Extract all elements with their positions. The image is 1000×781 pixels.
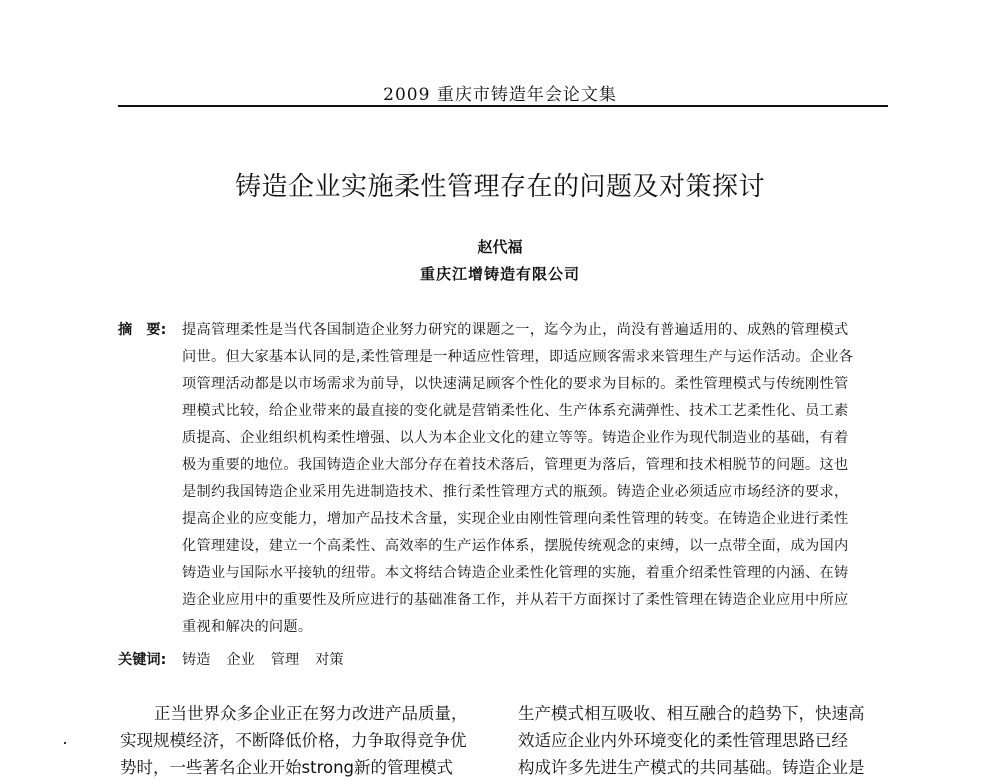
running-head: 2009 重庆市铸造年会论文集: [383, 85, 617, 105]
abstract-row: [118, 587, 898, 614]
abstract-row: [118, 614, 898, 641]
abstract-row: [118, 371, 898, 398]
body-line: 正当世界众多企业正在努力改进产品质量，: [154, 704, 468, 723]
abstract-line: 提高管理柔性是当代各国制造企业努力研究的课题之一，迄今为止，尚没有普遍适用的、成熟的管理模式: [182, 322, 849, 338]
keyword: 管理: [270, 652, 300, 668]
scan-speck: [64, 742, 66, 744]
abstract-row: [118, 533, 898, 560]
abstract-row: [118, 398, 898, 425]
keywords-label: 关键词:: [118, 652, 167, 668]
keywords: [118, 650, 360, 670]
abstract-line: 化管理建设，建立一个高柔性、高效率的生产运作体系，摆脱传统观念的束缚，以一点带全面，成为国内: [182, 538, 849, 554]
abstract-row: [118, 506, 898, 533]
abstract-line: 理模式比较，给企业带来的最直接的变化就是营销柔性化、生产体系充满弹性、技术工艺柔性化、员工素: [182, 403, 849, 419]
abstract-row: [118, 479, 898, 506]
abstract-line: 是制约我国铸造企业采用先进制造技术、推行柔性管理方式的瓶颈。铸造企业必须适应市场经济的要求，: [182, 484, 849, 500]
author: 赵代福: [477, 238, 523, 256]
body-line: 效适应企业内外环境变化的柔性管理思路已经: [518, 731, 848, 750]
abstract-line: 提高企业的应变能力，增加产品技术含量，实现企业由刚性管理向柔性管理的转变。在铸造企业进行柔性: [182, 511, 849, 527]
abstract-line: 铸造业与国际水平接轨的纽带。本文将结合铸造企业柔性化管理的实施，着重介绍柔性管理的内涵、在铸: [182, 565, 849, 581]
abstract-row: [118, 317, 898, 344]
paper-title: 铸造企业实施柔性管理存在的问题及对策探讨: [234, 172, 765, 202]
abstract-line: 重视和解决的问题。: [182, 619, 313, 635]
body-column-right: [518, 700, 898, 781]
keyword: 企业: [226, 652, 255, 668]
abstract-line: 极为重要的地位。我国铸造企业大部分存在着技术落后，管理更为落后，管理和技术相脱节的问题。这也: [182, 457, 849, 473]
body-line: 生产模式相互吸收、相互融合的趋势下，快速高: [518, 704, 865, 723]
abstract: [118, 317, 898, 641]
affiliation: 重庆江增铸造有限公司: [419, 265, 580, 283]
keyword: 对策: [315, 652, 344, 668]
abstract-row: [118, 452, 898, 479]
abstract-line: 质提高、企业组织机构柔性增强、以人为本企业文化的建立等等。铸造企业作为现代制造业的基础，有着: [182, 430, 849, 446]
abstract-line: 项管理活动都是以市场需求为前导，以快速满足顾客个性化的要求为目标的。柔性管理模式与传统刚性管: [182, 376, 849, 392]
abstract-line: 问世。但大家基本认同的是,柔性管理是一种适应性管理，即适应顾客需求来管理生产与运作活动。企业各: [182, 349, 854, 365]
body-column-left: [120, 700, 500, 781]
body-line: 实现规模经济，不断降低价格，力争取得竞争优: [120, 731, 467, 750]
abstract-label: 摘 要:: [118, 322, 167, 338]
body-line: 势时，一些著名企业开始strong新的管理模式: [120, 758, 454, 777]
abstract-row: [118, 425, 898, 452]
body-line: 构成许多先进生产模式的共同基础。铸造企业是: [518, 758, 865, 777]
header-rule: [118, 105, 888, 107]
abstract-row: [118, 344, 898, 371]
abstract-row: [118, 560, 898, 587]
keyword: 铸造: [182, 652, 211, 668]
abstract-line: 造企业应用中的重要性及所应进行的基础准备工作，并从若干方面探讨了柔性管理在铸造企业应用中所应: [182, 592, 849, 608]
